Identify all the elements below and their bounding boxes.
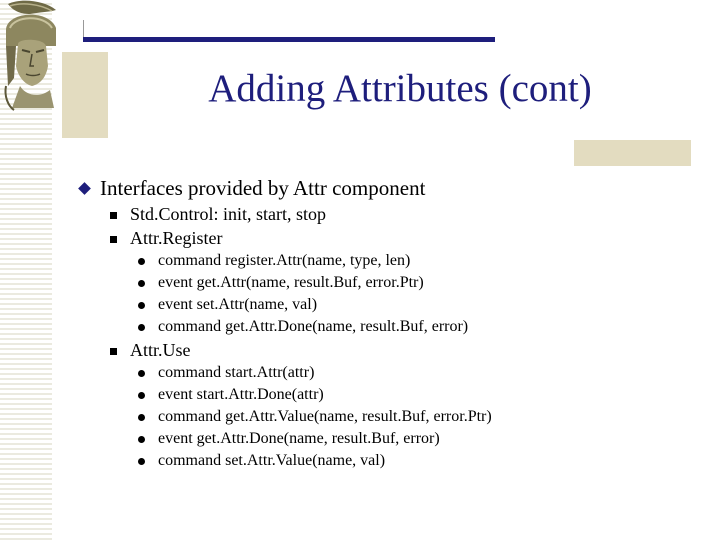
round-bullet-icon	[138, 436, 145, 443]
diamond-bullet-icon	[78, 182, 91, 195]
group-label-std-control: Std.Control: init, start, stop	[130, 204, 327, 224]
round-bullet-icon	[138, 458, 145, 465]
round-bullet-icon	[138, 302, 145, 309]
list-item: command register.Attr(name, type, len)	[158, 252, 411, 269]
round-bullet-icon	[138, 370, 145, 377]
heading-text: Interfaces provided by Attr component	[100, 176, 426, 200]
list-item: event set.Attr(name, val)	[158, 296, 318, 313]
group-label-attr-register: Attr.Register	[130, 228, 223, 248]
list-item: event get.Attr.Done(name, result.Buf, error)	[158, 430, 440, 447]
round-bullet-icon	[138, 414, 145, 421]
list-item: command set.Attr.Value(name, val)	[158, 452, 386, 469]
list-item: command start.Attr(attr)	[158, 364, 315, 381]
group-label-attr-use: Attr.Use	[130, 340, 191, 360]
slide-title: Adding Attributes (cont)	[208, 67, 592, 110]
square-bullet-icon	[110, 236, 117, 243]
square-bullet-icon	[110, 348, 117, 355]
square-bullet-icon	[110, 212, 117, 219]
round-bullet-icon	[138, 392, 145, 399]
round-bullet-icon	[138, 258, 145, 265]
list-item: event get.Attr(name, result.Buf, error.Ptr)	[158, 274, 424, 291]
list-item: command get.Attr.Done(name, result.Buf, error)	[158, 318, 469, 335]
round-bullet-icon	[138, 280, 145, 287]
round-bullet-icon	[138, 324, 145, 331]
list-item: event start.Attr.Done(attr)	[158, 386, 324, 403]
list-item: command get.Attr.Value(name, result.Buf, error.Ptr)	[158, 408, 492, 425]
